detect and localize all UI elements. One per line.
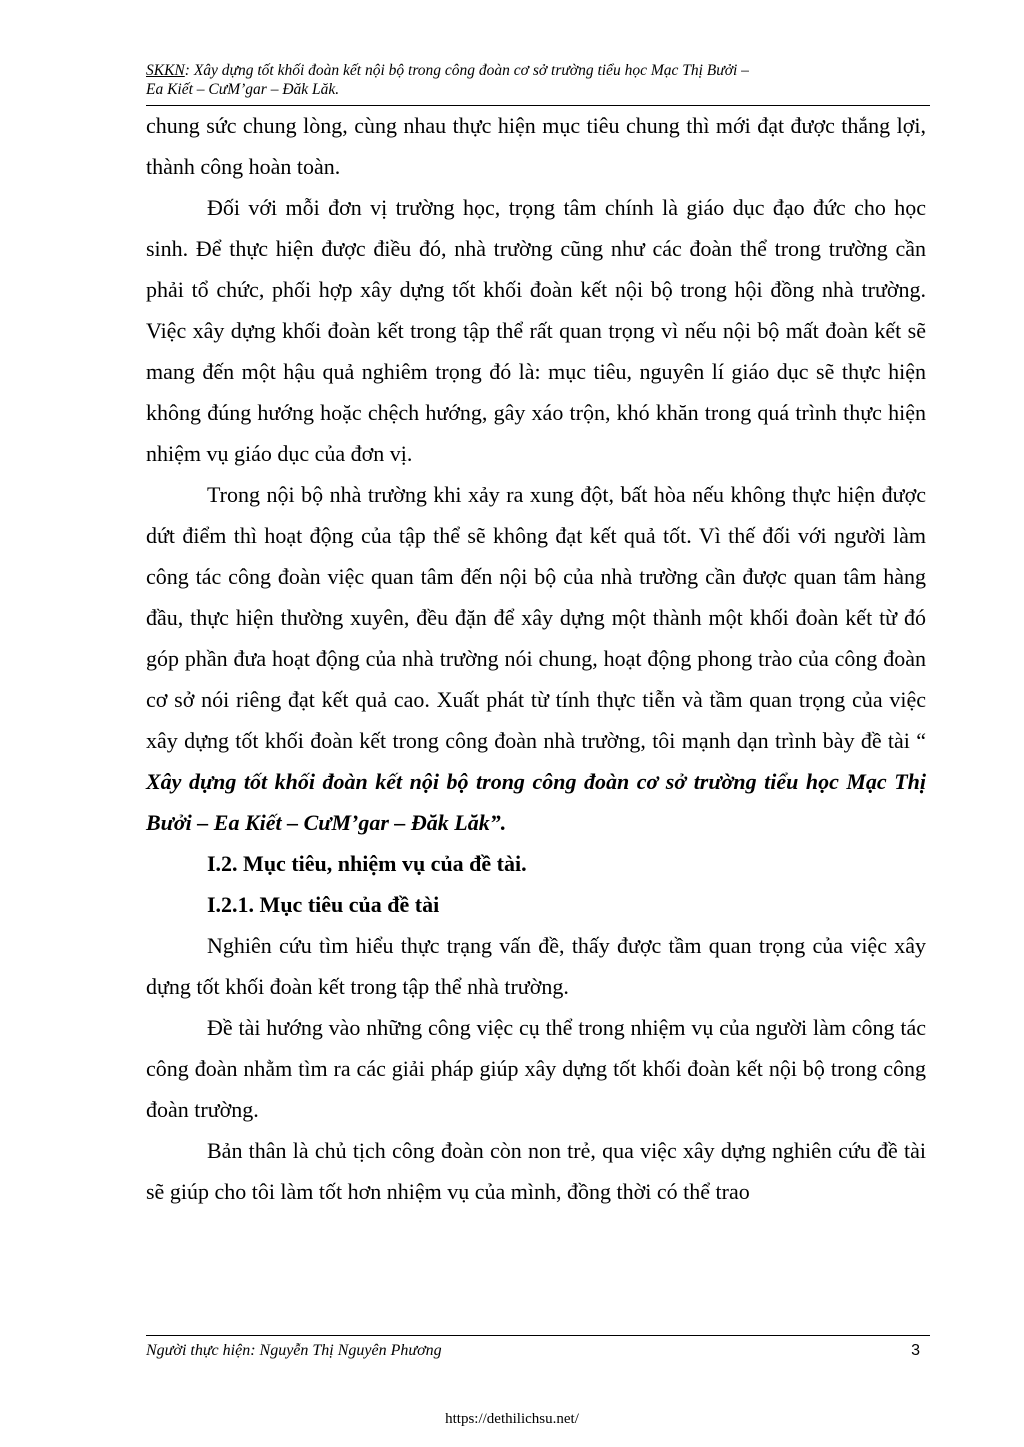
footer-rule <box>146 1335 930 1336</box>
header-title-part-1: Xây dựng tốt khối đoàn kết nội bộ trong công đoàn cơ sở trường tiểu học Mạc Thị Bưởi – <box>189 62 749 79</box>
paragraph: Đề tài hướng vào những công việc cụ thể trong nhiệm vụ của người làm công tác công đoàn nhằm tìm ra các giải pháp giúp xây dựng tốt khối đoàn kết nội bộ trong công đoàn trường. <box>146 1015 926 1122</box>
subsection-heading: I.2.1. Mục tiêu của đề tài <box>207 892 440 917</box>
section-heading: I.2. Mục tiêu, nhiệm vụ của đề tài. <box>207 851 527 876</box>
paragraph-text: Trong nội bộ nhà trường khi xảy ra xung đột, bất hòa nếu không thực hiện được dứt điểm thì hoạt động của tập thể sẽ không đạt kết quả tốt. Vì thế đối với người làm công tác công đoàn việc quan tâm đến nội bộ của nhà trường cần được quan tâm hàng đầu, thực hiện thường xuyên, đều đặn để xây dựng một thành một khối đoàn kết từ đó góp phần đưa hoạt động của nhà trường nói chung, hoạt động phong trào của công đoàn cơ sở nói riêng đạt kết quả cao. Xuất phát từ tính thực tiễn và tầm quan trọng của việc xây dựng tốt khối đoàn kết trong công đoàn nhà trường, tôi mạnh dạn trình bày đề tài “ <box>146 482 926 753</box>
header-line-1 <box>146 61 930 80</box>
paragraph-with-title <box>146 474 926 843</box>
header-line-2: Ea Kiết – CưM’gar – Đăk Lăk. <box>146 81 340 98</box>
header-colon: : <box>184 62 190 79</box>
footer-author: Người thực hiện: Nguyễn Thị Nguyên Phương <box>146 1342 442 1359</box>
document-body <box>146 105 926 1212</box>
running-header <box>146 61 930 99</box>
page-number: 3 <box>911 1342 920 1359</box>
topic-title: Xây dựng tốt khối đoàn kết nội bộ trong công đoàn cơ sở trường tiểu học Mạc Thị Bưởi – Ea Kiết – CưM’gar – Đăk Lăk”. <box>146 769 926 835</box>
paragraph: Đối với mỗi đơn vị trường học, trọng tâm chính là giáo dục đạo đức cho học sinh. Để thực hiện được điều đó, nhà trường cũng như các đoàn thể trong trường cần phải tổ chức, phối hợp xây dựng tốt khối đoàn kết nội bộ trong hội đồng nhà trường. Việc xây dựng khối đoàn kết trong tập thể rất quan trọng vì nếu nội bộ mất đoàn kết sẽ mang đến một hậu quả nghiêm trọng đó là: mục tiêu, nguyên lí giáo dục sẽ thực hiện không đúng hướng hoặc chệch hướng, gây xáo trộn, khó khăn trong quá trình thực hiện nhiệm vụ giáo dục của đơn vị. <box>146 195 926 466</box>
header-abbreviation: SKKN <box>146 62 185 79</box>
running-footer <box>146 1340 920 1362</box>
paragraph: Bản thân là chủ tịch công đoàn còn non trẻ, qua việc xây dựng nghiên cứu đề tài sẽ giúp cho tôi làm tốt hơn nhiệm vụ của mình, đồng thời có thể trao <box>146 1138 926 1204</box>
source-url: https://dethilichsu.net/ <box>445 1411 579 1427</box>
paragraph-continuation: chung sức chung lòng, cùng nhau thực hiện mục tiêu chung thì mới đạt được thắng lợi, thành công hoàn toàn. <box>146 113 926 179</box>
paragraph: Nghiên cứu tìm hiểu thực trạng vấn đề, thấy được tầm quan trọng của việc xây dựng tốt khối đoàn kết trong tập thể nhà trường. <box>146 933 926 999</box>
